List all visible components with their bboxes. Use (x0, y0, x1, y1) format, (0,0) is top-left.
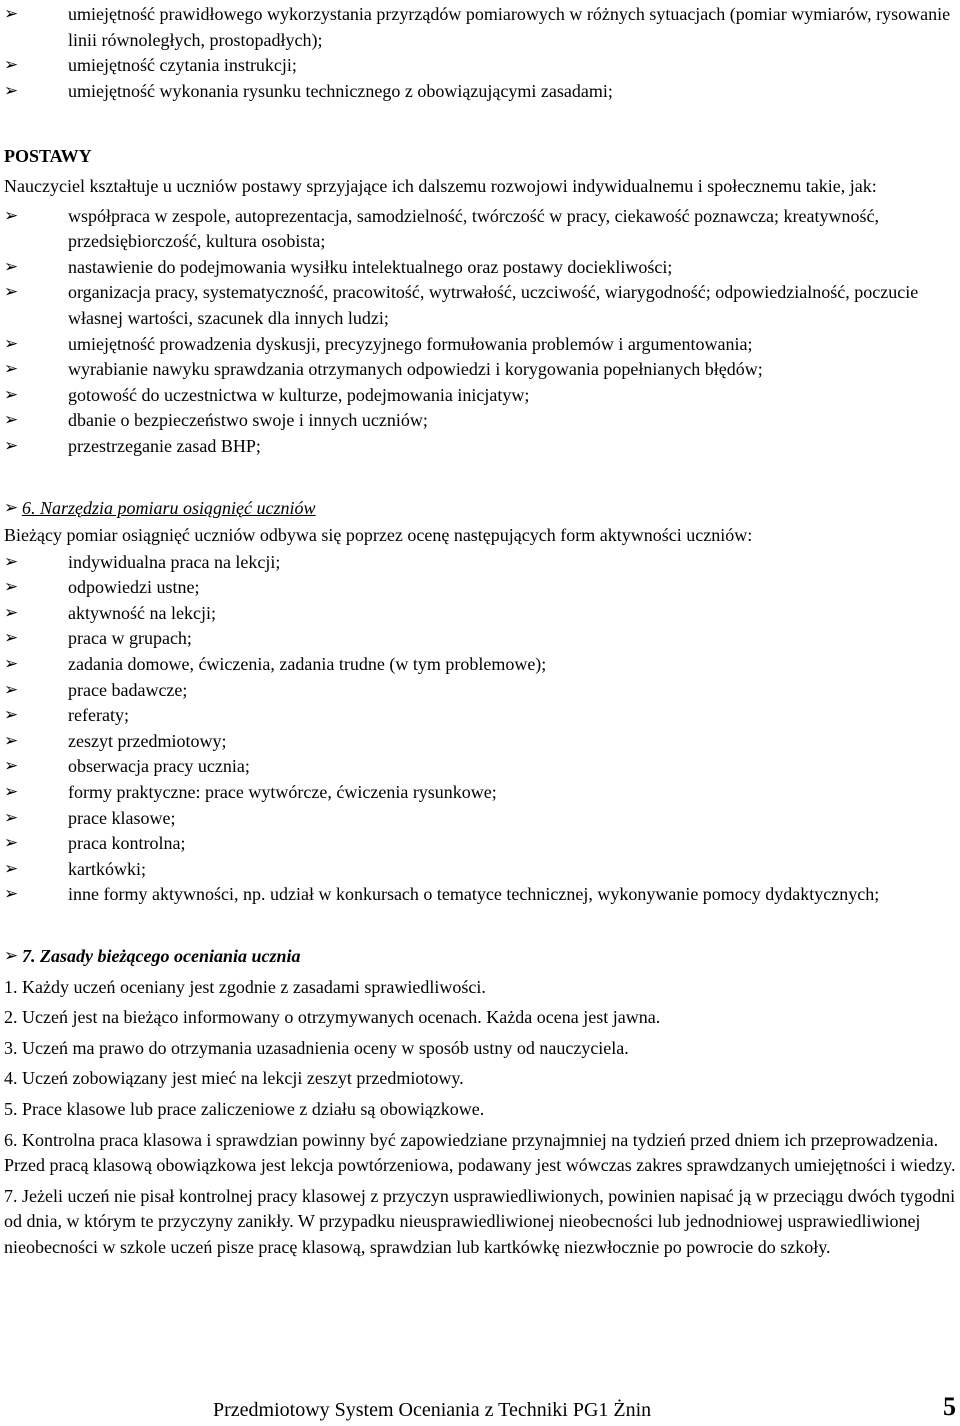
arrow-bullet-icon: ➢ (4, 55, 19, 76)
list-item: ➢ referaty; (4, 703, 956, 729)
arrow-bullet-icon: ➢ (4, 858, 19, 879)
arrow-bullet-icon: ➢ (4, 435, 19, 456)
arrow-bullet-icon: ➢ (4, 654, 19, 675)
arrow-bullet-icon: ➢ (4, 551, 19, 572)
rule-item: 5. Prace klasowe lub prace zaliczeniowe z działu są obowiązkowe. (4, 1098, 485, 1119)
list-item: ➢ kartkówki; (4, 857, 956, 883)
list-item: ➢ umiejętność prawidłowego wykorzystania przyrządów pomiarowych w różnych sytuacjach (pomiar wymiarów, rysowanie linii równoległych, prostopadłych); (4, 4, 951, 50)
rule-item: 6. Kontrolna praca klasowa i sprawdzian powinny być zapowiedziane przynajmniej na tydzień przed dniem ich przeprowadzenia. Przed pracą klasową obowiązkowa jest lekcja powtórzeniowa, podawany jest wówczas zakres sprawdzanych umiejętności i wiedzy. (4, 1129, 956, 1176)
arrow-bullet-icon: ➢ (4, 384, 19, 405)
list-item: ➢ gotowość do uczestnictwa w kulturze, podejmowania inicjatyw; (4, 383, 956, 409)
rule-item: 1. Każdy uczeń oceniany jest zgodnie z zasadami sprawiedliwości. (4, 976, 486, 997)
rule-item: 7. Jeżeli uczeń nie pisał kontrolnej pracy klasowej z przyczyn usprawiedliwionych, powinien napisać ją w przeciągu dwóch tygodni od dnia, w którym te przyczyny zanikły. W przypadku nieusprawiedliwionej nieobecności lub jednodniowej usprawiedliwionej nieobecności w szkole uczeń pisze pracę klasową, sprawdzian lub kartkówkę niezwłocznie po powrocie do szkoły. (4, 1185, 956, 1257)
arrow-bullet-icon: ➢ (4, 884, 19, 905)
arrow-bullet-icon: ➢ (4, 410, 19, 431)
arrow-bullet-icon: ➢ (4, 602, 19, 623)
list-item: ➢ aktywność na lekcji; (4, 601, 956, 627)
list-item: ➢ zadania domowe, ćwiczenia, zadania trudne (w tym problemowe); (4, 652, 956, 678)
rule-item: 2. Uczeń jest na bieżąco informowany o otrzymywanych ocenach. Każda ocena jest jawna. (4, 1007, 661, 1028)
list-item: ➢ przestrzeganie zasad BHP; (4, 434, 956, 460)
arrow-bullet-icon: ➢ (4, 359, 19, 380)
page-footer (0, 1392, 960, 1426)
list-item: ➢ umiejętność prowadzenia dyskusji, precyzyjnego formułowania problemów i argumentowania; (4, 332, 956, 358)
section-6-title: ➢ 6. Narzędzia pomiaru osiągnięć uczniów (4, 496, 956, 522)
list-item: ➢ nastawienie do podejmowania wysiłku intelektualnego oraz postawy dociekliwości; (4, 255, 956, 281)
list-item: ➢ umiejętność wykonania rysunku technicznego z obowiązującymi zasadami; (4, 79, 956, 105)
list-item: ➢ współpraca w zespole, autoprezentacja, samodzielność, twórczość w pracy, ciekawość poznawcza; kreatywność, przedsiębiorczość, kultura osobista; (4, 205, 879, 252)
arrow-bullet-icon: ➢ (4, 333, 19, 354)
list-item: ➢ indywidualna praca na lekcji; (4, 550, 956, 576)
section-6-intro: Bieżący pomiar osiągnięć uczniów odbywa się poprzez ocenę następujących form aktywności uczniów: (4, 525, 753, 546)
arrow-bullet-icon: ➢ (4, 730, 19, 751)
list-item: ➢ obserwacja pracy ucznia; (4, 754, 956, 780)
arrow-bullet-icon: ➢ (4, 80, 19, 101)
activity-forms-list (4, 550, 956, 908)
list-item: ➢ prace badawcze; (4, 678, 956, 704)
arrow-bullet-icon: ➢ (4, 4, 19, 24)
list-item: ➢ odpowiedzi ustne; (4, 575, 956, 601)
arrow-bullet-icon: ➢ (4, 946, 19, 966)
postawy-list (4, 204, 956, 460)
list-item: ➢ praca kontrolna; (4, 831, 956, 857)
arrow-bullet-icon: ➢ (4, 205, 19, 226)
arrow-bullet-icon: ➢ (4, 833, 19, 854)
footer-text: Przedmiotowy System Oceniania z Techniki PG1 Żnin (213, 1399, 652, 1421)
skills-list (4, 0, 956, 104)
rule-item: 4. Uczeń zobowiązany jest mieć na lekcji zeszyt przedmiotowy. (4, 1068, 464, 1089)
list-item: ➢ formy praktyczne: prace wytwórcze, ćwiczenia rysunkowe; (4, 780, 956, 806)
postawy-intro: Nauczyciel kształtuje u uczniów postawy sprzyjające ich dalszemu rozwojowi indywidualnemu i społecznemu takie, jak: (4, 175, 877, 196)
arrow-bullet-icon: ➢ (4, 705, 19, 726)
rules-list (4, 975, 956, 1261)
arrow-bullet-icon: ➢ (4, 282, 19, 303)
arrow-bullet-icon: ➢ (4, 679, 19, 700)
rule-item: 3. Uczeń ma prawo do otrzymania uzasadnienia oceny w sposób ustny od nauczyciela. (4, 1037, 629, 1058)
list-item: ➢ umiejętność czytania instrukcji; (4, 53, 956, 79)
list-item: ➢ prace klasowe; (4, 806, 956, 832)
arrow-bullet-icon: ➢ (4, 628, 19, 649)
arrow-bullet-icon: ➢ (4, 807, 19, 828)
list-item: ➢ wyrabianie nawyku sprawdzania otrzymanych odpowiedzi i korygowania popełnianych błędów; (4, 357, 956, 383)
arrow-bullet-icon: ➢ (4, 497, 19, 518)
list-item: ➢ organizacja pracy, systematyczność, pracowitość, wytrwałość, uczciwość, wiarygodność; odpowiedzialność, poczucie własnej wartości, szacunek dla innych ludzi; (4, 282, 919, 328)
list-item: ➢ praca w grupach; (4, 626, 956, 652)
postawy-heading: POSTAWY (4, 146, 92, 167)
section-7-title: ➢ 7. Zasady bieżącego oceniania ucznia (4, 944, 956, 970)
list-item: ➢ dbanie o bezpieczeństwo swoje i innych uczniów; (4, 408, 956, 434)
arrow-bullet-icon: ➢ (4, 782, 19, 803)
arrow-bullet-icon: ➢ (4, 577, 19, 598)
arrow-bullet-icon: ➢ (4, 756, 19, 777)
page-number: 5 (943, 1392, 956, 1421)
arrow-bullet-icon: ➢ (4, 256, 19, 277)
document-page (4, 0, 956, 1261)
list-item: ➢ inne formy aktywności, np. udział w konkursach o tematyce technicznej, wykonywanie pomocy dydaktycznych; (4, 882, 956, 908)
list-item: ➢ zeszyt przedmiotowy; (4, 729, 956, 755)
